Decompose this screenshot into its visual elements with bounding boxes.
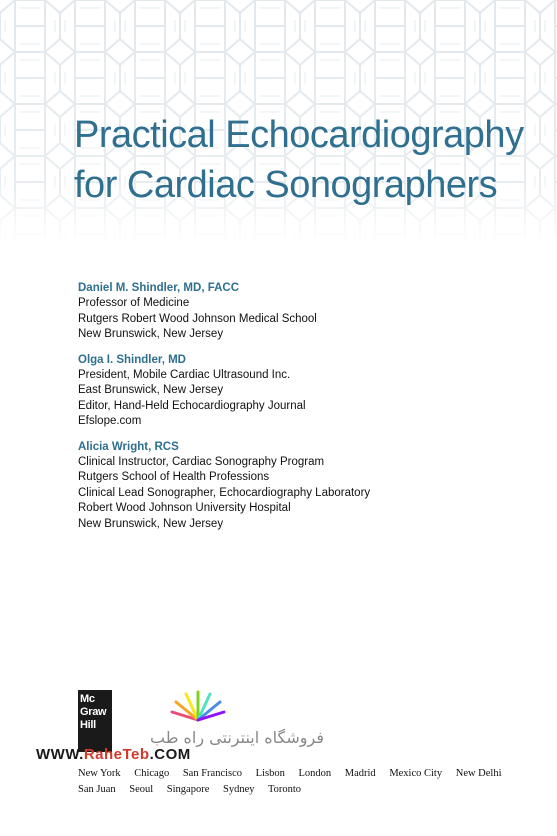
- title-line-1: Practical Echocardiography: [74, 114, 524, 156]
- author-affiliation: President, Mobile Cardiac Ultrasound Inc.: [78, 368, 291, 381]
- logo-text: Graw: [80, 706, 107, 718]
- publisher-logo: [78, 690, 112, 752]
- publisher-cities: [78, 766, 518, 798]
- author-affiliation: New Brunswick, New Jersey: [78, 517, 224, 530]
- store-name-persian: فروشگاه اینترنتی راه طب: [150, 728, 324, 747]
- author-affiliation: Robert Wood Johnson University Hospital: [78, 502, 291, 514]
- store-book-icon: [168, 690, 228, 726]
- author-affiliation: Editor, Hand-Held Echocardiography Journal: [78, 399, 306, 412]
- author-block: [78, 280, 478, 343]
- store-url-brand: RaheTeb: [83, 746, 150, 763]
- author-affiliation: East Brunswick, New Jersey: [78, 384, 224, 396]
- city: Singapore: [166, 784, 210, 795]
- title-line-2: for Cardiac Sonographers: [74, 164, 498, 206]
- author-affiliation: Rutgers Robert Wood Johnson Medical School: [78, 312, 317, 325]
- city: Madrid: [344, 768, 376, 779]
- city: Sydney: [223, 784, 255, 795]
- author-affiliation: New Brunswick, New Jersey: [78, 328, 224, 340]
- book-title: [74, 110, 544, 210]
- author-affiliation: Rutgers School of Health Professions: [78, 471, 270, 483]
- city: Toronto: [267, 784, 302, 795]
- city: San Francisco: [182, 768, 243, 779]
- author-block: [78, 439, 478, 533]
- logo-text: Mc: [80, 693, 95, 705]
- logo-text: Hill: [80, 719, 96, 731]
- author-name: Olga I. Shindler, MD: [78, 353, 186, 366]
- store-url-suffix: .COM: [149, 746, 191, 763]
- city: London: [298, 768, 332, 779]
- author-affiliation: Professor of Medicine: [78, 297, 190, 309]
- author-list: [78, 280, 478, 541]
- cities-row: [78, 766, 518, 782]
- city: Mexico City: [389, 768, 443, 779]
- cities-row: [78, 782, 518, 798]
- author-name: Alicia Wright, RCS: [78, 440, 179, 453]
- author-name: Daniel M. Shindler, MD, FACC: [78, 282, 240, 294]
- author-affiliation: Clinical Lead Sonographer, Echocardiography Laboratory: [78, 486, 371, 499]
- city: New Delhi: [455, 768, 502, 779]
- store-url-prefix: WWW.: [36, 746, 84, 763]
- city: Seoul: [129, 784, 154, 795]
- city: New York: [78, 768, 121, 779]
- city: Chicago: [134, 768, 170, 779]
- city: San Juan: [78, 784, 116, 795]
- author-affiliation: Efslope.com: [78, 415, 142, 427]
- store-url[interactable]: [36, 746, 191, 763]
- city: Lisbon: [255, 768, 285, 779]
- author-block: [78, 352, 478, 430]
- author-affiliation: Clinical Instructor, Cardiac Sonography Program: [78, 455, 325, 468]
